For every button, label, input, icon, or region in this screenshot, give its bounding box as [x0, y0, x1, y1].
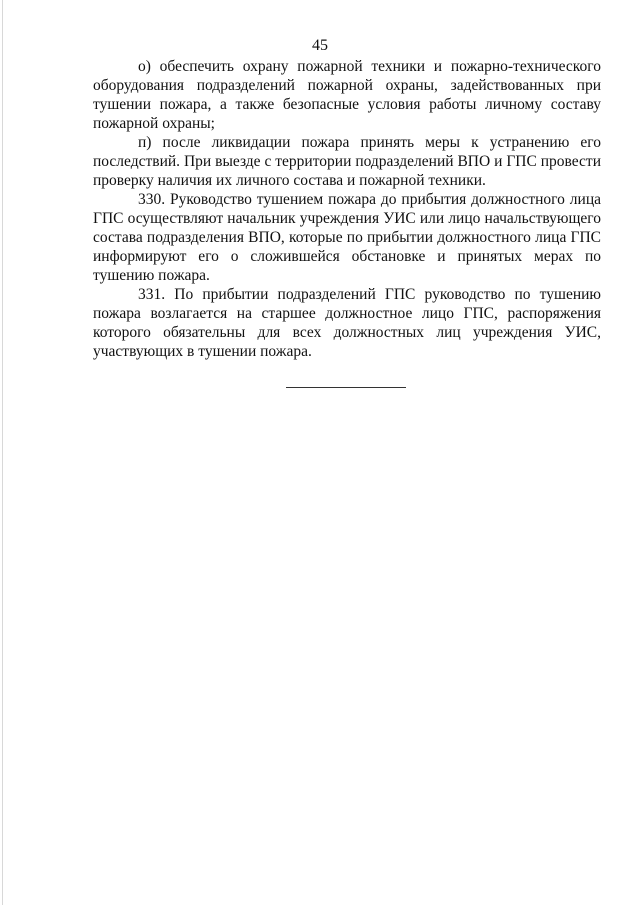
paragraph-p-lead: п) после ликвидации пожара принять меры к устранению	[138, 134, 570, 151]
paragraph-330-text: 330. Руководство тушением пожара до прибытия должностного лица ГПС осуществляют начальник учреждения УИС или лицо начальствующего состава подразделения ВПО, которые по прибытии должностного лица ГПС информируют его о сложившейся обстановке и принятых мерах по тушению пожара.	[93, 191, 601, 284]
paragraph-o	[93, 57, 601, 133]
paragraph-331	[93, 285, 601, 361]
paragraph-p-text: его последствий. При выезде с территории подразделений ВПО и ГПС провести проверку наличия их личного состава и пожарной техники.	[93, 134, 601, 189]
paragraph-330	[93, 190, 601, 285]
paragraph-p	[93, 133, 601, 190]
scan-edge	[2, 0, 3, 905]
paragraph-o-text: при тушении пожара, а также безопасные условия работы личному составу пожарной охраны;	[93, 77, 601, 132]
page-number: 45	[312, 37, 328, 54]
paragraph-331-text: 331. По прибытии подразделений ГПС руководство по тушению пожара возлагается на старшее должностное лицо ГПС, распоряжения которого обязательны для всех должностных лиц учреждения УИС, участвующих в тушении пожара.	[93, 286, 601, 360]
paragraph-o-lead: о) обеспечить охрану пожарной техники и пожарно-технического оборудования подразделений пожарной охраны, задействованных	[93, 58, 601, 94]
document-body	[93, 57, 601, 361]
end-rule	[286, 387, 406, 388]
